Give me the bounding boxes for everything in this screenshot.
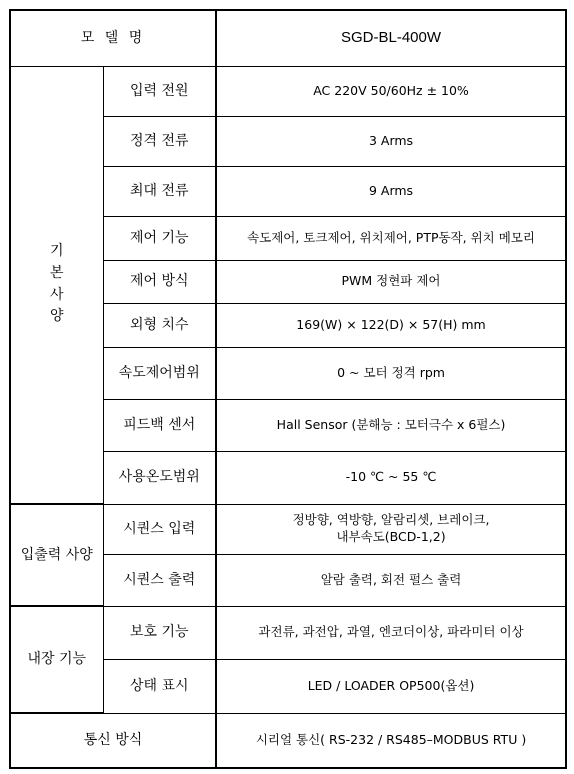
item-value: 속도제어, 토크제어, 위치제어, PTP동작, 위치 메모리 <box>216 216 566 260</box>
item-label: 외형 치수 <box>103 303 216 347</box>
category-basic-char: 사 <box>49 286 64 303</box>
item-label: 제어 방식 <box>103 260 216 303</box>
comm-value: 시리얼 통신( RS-232 / RS485–MODBUS RTU ) <box>216 713 566 768</box>
item-label: 보호 기능 <box>103 606 216 659</box>
item-value: PWM 정현파 제어 <box>216 260 566 303</box>
spec-row-sequence-input <box>10 504 566 554</box>
category-basic-char: 본 <box>49 265 64 282</box>
item-label: 입력 전원 <box>103 66 216 116</box>
item-label: 피드백 센서 <box>103 399 216 451</box>
item-label: 사용온도범위 <box>103 451 216 504</box>
category-io-spec: 입출력 사양 <box>10 504 103 606</box>
item-label: 속도제어범위 <box>103 347 216 399</box>
item-value: 9 Arms <box>216 166 566 216</box>
spec-row-communication <box>10 713 566 768</box>
item-label: 상태 표시 <box>103 659 216 713</box>
item-label: 최대 전류 <box>103 166 216 216</box>
item-value-line: 내부속도(BCD-1,2) <box>336 529 446 544</box>
item-value <box>216 504 566 554</box>
item-label: 시퀀스 출력 <box>103 554 216 606</box>
category-builtin-function: 내장 기능 <box>10 606 103 713</box>
item-value: LED / LOADER OP500(옵션) <box>216 659 566 713</box>
item-value: 알람 출력, 회전 펄스 출력 <box>216 554 566 606</box>
item-label: 제어 기능 <box>103 216 216 260</box>
item-value: -10 ℃ ~ 55 ℃ <box>216 451 566 504</box>
model-row <box>10 10 566 66</box>
category-basic-char: 기 <box>49 243 64 260</box>
item-value-line: 정방향, 역방향, 알람리셋, 브레이크, <box>292 512 490 528</box>
spec-row-protection <box>10 606 566 659</box>
item-value: 0 ~ 모터 정격 rpm <box>216 347 566 399</box>
model-value: SGD-BL-400W <box>216 10 566 66</box>
spec-table <box>9 9 567 769</box>
item-value: Hall Sensor (분해능 : 모터극수 x 6펄스) <box>216 399 566 451</box>
category-basic-char: 양 <box>49 308 64 325</box>
item-value: 3 Arms <box>216 116 566 166</box>
item-value: AC 220V 50/60Hz ± 10% <box>216 66 566 116</box>
category-basic-spec <box>10 66 103 504</box>
item-label: 시퀀스 입력 <box>103 504 216 554</box>
item-label: 정격 전류 <box>103 116 216 166</box>
item-value: 과전류, 과전압, 과열, 엔코더이상, 파라미터 이상 <box>216 606 566 659</box>
spec-row-input-power <box>10 66 566 116</box>
item-value: 169(W) × 122(D) × 57(H) mm <box>216 303 566 347</box>
comm-label: 통신 방식 <box>10 713 216 768</box>
model-label: 모 델 명 <box>10 10 216 66</box>
